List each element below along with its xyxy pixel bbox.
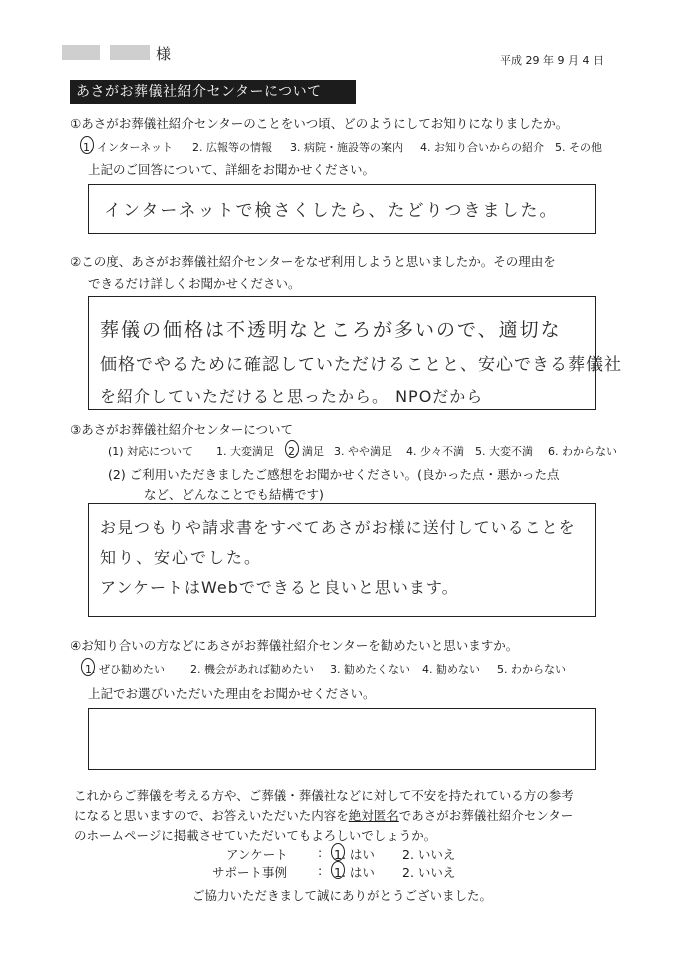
q3-sub2-line1: (2) ご利用いただきましたご感想をお聞かせください。(良かった点・悪かった点 xyxy=(108,467,560,482)
q3-answer-line2: 知り、安心でした。 xyxy=(100,548,263,567)
q1-option-3: 3. 病院・施設等の案内 xyxy=(290,141,403,154)
q1-selected-circle xyxy=(80,136,94,154)
q2-answer-line1: 葬儀の価格は不透明なところが多いので、適切な xyxy=(100,319,562,341)
q2-answer-line3: を紹介していただけると思ったから。 NPOだから xyxy=(100,387,484,406)
q1-answer: インターネットで検さくしたら、たどりつきました。 xyxy=(104,201,559,221)
footer-line1: これからご葬儀を考える方や、ご葬儀・葬儀社などに対して不安を持たれている方の参考 xyxy=(74,788,574,803)
support-yes: 1. はい xyxy=(334,865,375,880)
survey-selected-circle xyxy=(331,843,345,861)
support-colon: : xyxy=(318,863,323,878)
support-selected-circle xyxy=(331,861,345,879)
q3-option-2: 2. 満足 xyxy=(288,445,324,458)
footer-line2 xyxy=(74,806,573,824)
survey-no: 2. いいえ xyxy=(402,847,456,862)
footer-line2-pre: になると思いますので、お答えいただいた内容を xyxy=(74,808,349,823)
footer-line2-post: であさがお葬儀社紹介センター xyxy=(398,808,574,823)
q3-option-6: 6. わからない xyxy=(548,445,617,458)
q4-selected-circle xyxy=(81,658,95,676)
section-title: あさがお葬儀社紹介センターについて xyxy=(70,80,356,104)
q1-follow: 上記のご回答について、詳細をお聞かせください。 xyxy=(88,162,376,177)
redacted-name-part1 xyxy=(62,45,100,60)
q3-selected-circle xyxy=(285,440,299,458)
q2-question-line1: ②この度、あさがお葬儀社紹介センターをなぜ利用しようと思いましたか。その理由を xyxy=(70,254,556,269)
support-label: サポート事例 xyxy=(212,865,288,880)
q4-option-5: 5. わからない xyxy=(497,663,566,676)
q4-option-2: 2. 機会があれば勧めたい xyxy=(190,663,314,676)
redacted-name-part2 xyxy=(110,45,150,60)
q3-option-4: 4. 少々不満 xyxy=(406,445,464,458)
survey-label: アンケート xyxy=(226,847,288,862)
q3-answer-line3: アンケートはWebでできると良いと思います。 xyxy=(100,578,459,597)
q3-option-5: 5. 大変不満 xyxy=(475,445,533,458)
thanks-message: ご協力いただきまして誠にありがとうございました。 xyxy=(192,888,493,903)
q3-question: ③あさがお葬儀社紹介センターについて xyxy=(70,422,293,437)
q1-option-1: 1. インターネット xyxy=(83,141,174,154)
honorific: 様 xyxy=(156,45,172,63)
q3-sub1-label: (1) 対応について xyxy=(108,445,193,458)
q3-option-1: 1. 大変満足 xyxy=(216,445,274,458)
q2-answer-line2: 価格でやるために確認していただけることと、安心できる葬儀社 xyxy=(100,355,622,375)
footer-line2-emphasis: 絶対匿名 xyxy=(348,808,399,823)
q4-follow: 上記でお選びいただいた理由をお聞かせください。 xyxy=(88,686,376,701)
support-no: 2. いいえ xyxy=(402,865,456,880)
q1-option-2: 2. 広報等の情報 xyxy=(192,141,272,154)
survey-colon: : xyxy=(318,845,323,860)
q3-answer-line1: お見つもりや請求書をすべてあさがお様に送付していることを xyxy=(100,518,576,537)
q4-option-3: 3. 勧めたくない xyxy=(330,663,410,676)
q1-question: ①あさがお葬儀社紹介センターのことをいつ頃、どのようにしてお知りになりましたか。 xyxy=(70,116,569,131)
q1-option-4: 4. お知り合いからの紹介 xyxy=(420,141,544,154)
q4-option-4: 4. 勧めない xyxy=(422,663,480,676)
q3-sub2-line2: など、どんなことでも結構です) xyxy=(144,487,324,502)
q2-question-line2: できるだけ詳しくお聞かせください。 xyxy=(88,276,301,291)
q1-option-5: 5. その他 xyxy=(555,141,602,154)
q4-answer-box xyxy=(88,708,596,770)
footer-line3: のホームページに掲載させていただいてもよろしいでしょうか。 xyxy=(74,828,437,843)
date: 平成 29 年 9 月 4 日 xyxy=(500,54,604,67)
q3-option-3: 3. やや満足 xyxy=(334,445,392,458)
q4-option-1: 1. ぜひ勧めたい xyxy=(85,663,165,676)
survey-yes: 1. はい xyxy=(334,847,375,862)
q4-question: ④お知り合いの方などにあさがお葬儀社紹介センターを勧めたいと思いますか。 xyxy=(70,638,519,653)
